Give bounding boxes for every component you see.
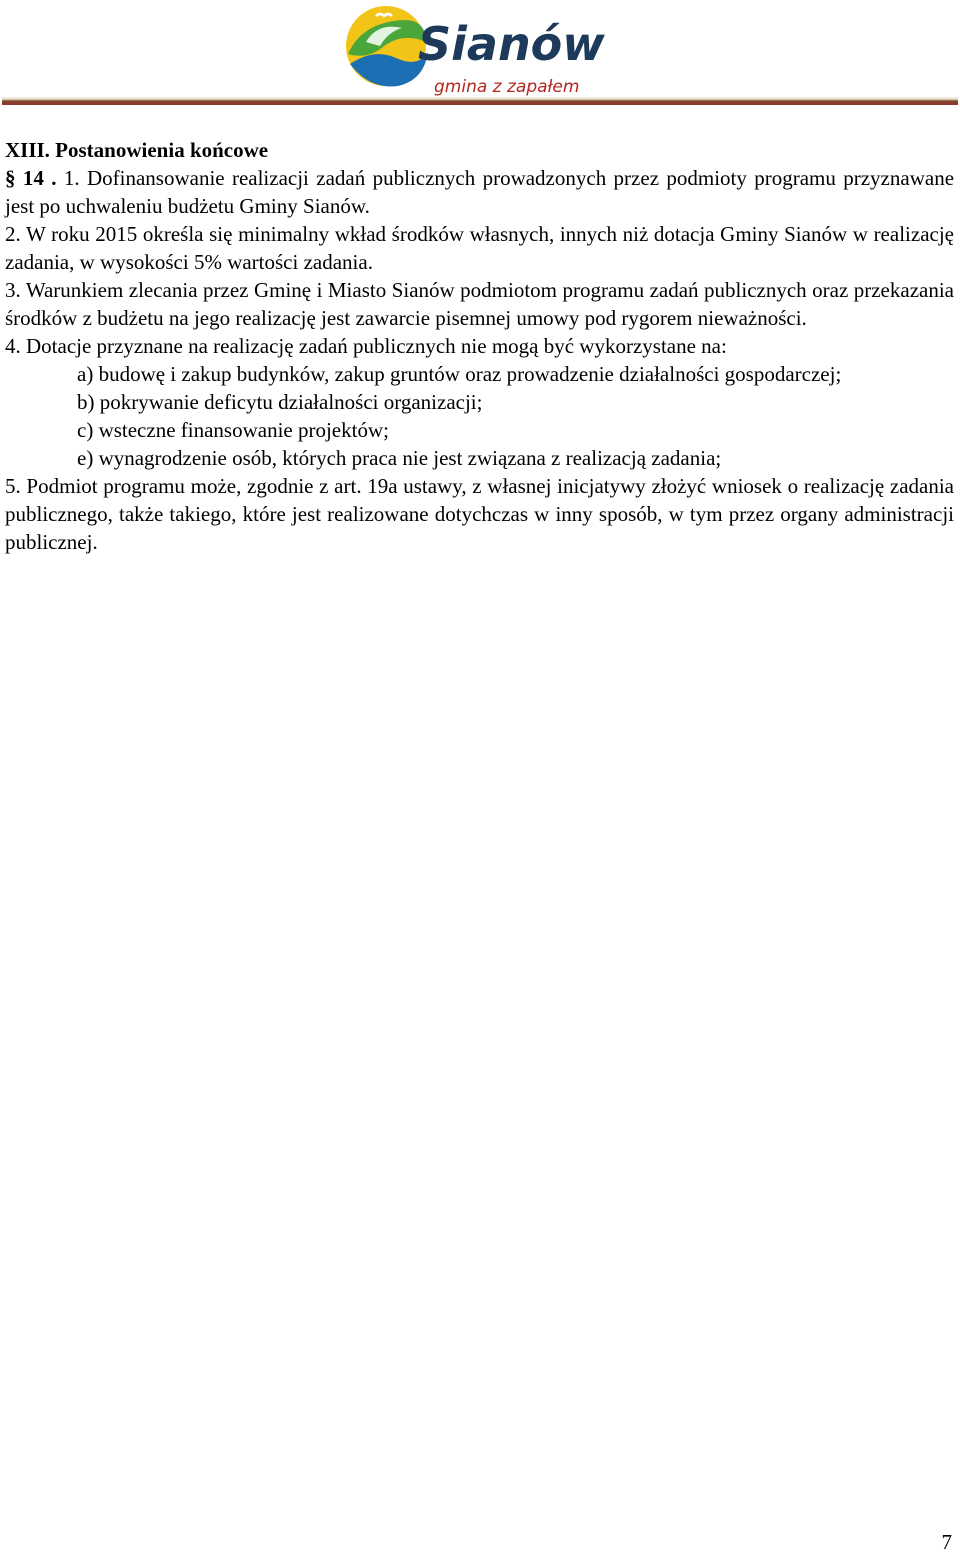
paragraph-1 [5,164,954,220]
paragraph-2: 2. W roku 2015 określa się minimalny wkład środków własnych, innych niż dotacja Gminy Sianów w realizację zadania, w wysokości 5% wartości zadania. [5,222,954,274]
paragraph-4: 4. Dotacje przyznane na realizację zadań publicznych nie mogą być wykorzystane na: [5,334,727,358]
section-label: § 14 . [5,166,57,190]
page-header [0,0,960,110]
list-item-e: e) wynagrodzenie osób, których praca nie jest związana z realizacją zadania; [77,446,722,470]
paragraph-1-text: 1. Dofinansowanie realizacji zadań publicznych prowadzonych przez podmioty programu przyznawane jest po uchwaleniu budżetu Gminy Sianów. [5,166,955,218]
sianow-logo [344,2,614,98]
svg-text:Sianów: Sianów [418,17,605,71]
list-item-a: a) budowę i zakup budynków, zakup gruntów oraz prowadzenie działalności gospodarczej; [77,362,842,386]
document-body [5,136,954,556]
svg-text:gmina z zapałem: gmina z zapałem [434,77,580,97]
section-heading: XIII. Postanowienia końcowe [5,138,269,162]
paragraph-5: 5. Podmiot programu może, zgodnie z art. 19a ustawy, z własnej inicjatywy złożyć wniosek o realizację zadania publicznego, także takiego, które jest realizowane dotychczas w inny sposób, w tym przez organy administracji publicznej. [5,474,954,554]
paragraph-3: 3. Warunkiem zlecania przez Gminę i Miasto Sianów podmiotom programu zadań publicznych oraz przekazania środków z budżetu na jego realizację jest zawarcie pisemnej umowy pod rygorem nieważności. [5,278,954,330]
list-item-b: b) pokrywanie deficytu działalności organizacji; [77,390,483,414]
page-number: 7 [941,1530,952,1554]
list-item-c: c) wsteczne finansowanie projektów; [77,418,389,442]
header-rule [2,97,958,105]
